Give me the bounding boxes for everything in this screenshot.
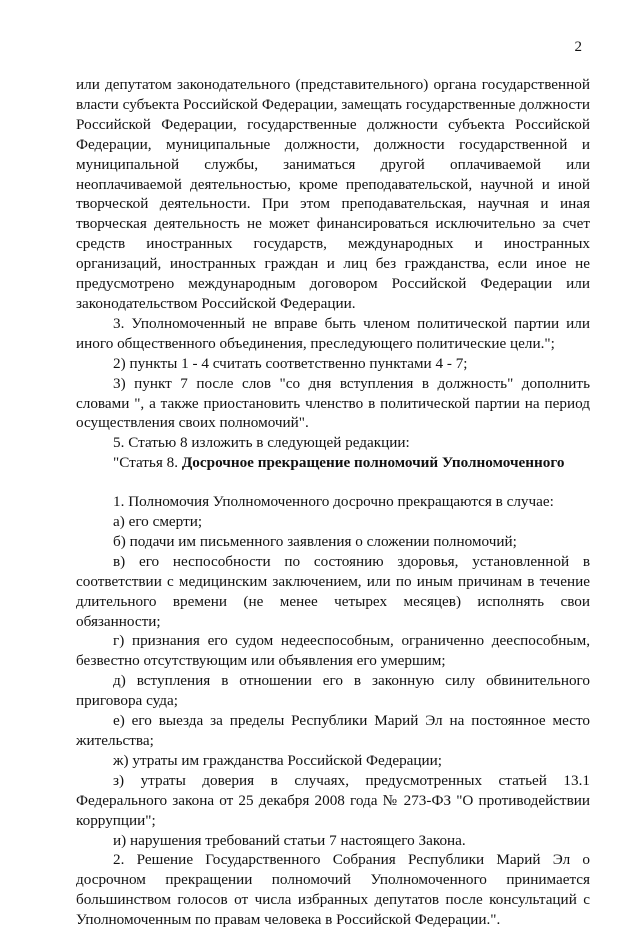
- paragraph-termination-cases: 1. Полномочия Уполномоченного досрочно прекращаются в случае:: [113, 493, 554, 511]
- list-item-z: з) утраты доверия в случаях, предусмотренных статьей 13.1 Федерального закона от 25 декабря 2008 года № 273-ФЗ "О противодействии коррупции";: [76, 771, 590, 829]
- list-item-e: е) его выезда за пределы Республики Марий Эл на постоянное место жительства;: [76, 712, 590, 749]
- article-8-prefix: "Статья 8.: [113, 454, 182, 472]
- article-8-heading: [76, 453, 590, 473]
- article-8-title: Досрочное прекращение полномочий Уполномоченного: [181, 454, 565, 472]
- page-number: 2: [574, 39, 582, 55]
- list-item-d: д) вступления в отношении его в законную силу обвинительного приговора суда;: [76, 672, 590, 710]
- list-item-a: а) его смерти;: [113, 513, 203, 531]
- paragraph-item-3: 3. Уполномоченный не вправе быть членом политической партии или иного общественного объединения, преследующего политические цели.";: [76, 314, 590, 352]
- paragraph-renumber: 2) пункты 1 - 4 считать соответственно пунктами 4 - 7;: [113, 354, 468, 372]
- list-item-v: в) его неспособности по состоянию здоровья, установленной в соответствии с медицинским заключением, или по иным причинам в течение длительного времени (не менее четырех месяцев) исполнять свои обязанности;: [76, 552, 590, 630]
- list-item-g: г) признания его судом недееспособным, ограниченно дееспособным, безвестно отсутствующим или объявления его умершим;: [76, 632, 590, 670]
- paragraph-amend-point-7: 3) пункт 7 после слов "со дня вступления в должность" дополнить словами ", а также приостановить членство в политической партии на период осуществления своих полномочий".: [76, 374, 590, 432]
- paragraph-decision: 2. Решение Государственного Собрания Республики Марий Эл о досрочном прекращении полномочий Уполномоченного принимается большинством голосов от числа избранных депутатов после консультаций с Уполномоченным по правам человека в Российской Федерации.".: [76, 851, 590, 929]
- document-body: [76, 75, 590, 930]
- paragraph-article-8-intro: 5. Статью 8 изложить в следующей редакции:: [113, 434, 410, 452]
- list-item-i: и) нарушения требований статьи 7 настоящего Закона.: [113, 831, 466, 849]
- list-item-b: б) подачи им письменного заявления о сложении полномочий;: [113, 532, 517, 550]
- list-item-zh: ж) утраты им гражданства Российской Федерации;: [113, 751, 443, 769]
- paragraph-continuation: или депутатом законодательного (представительного) органа государственной власти субъекта Российской Федерации, замещать государственные должности Российской Федерации, государственные должности субъекта Российской Федерации, муниципальные должности, должности государственной и муниципальной службы, заниматься другой оплачиваемой или неоплачиваемой деятельностью, кроме преподавательской, научной и иной творческой деятельности. При этом преподавательская, научная и иная творческая деятельность не может финансироваться исключительно за счет средств иностранных государств, международных и иностранных организаций, иностранных граждан и лиц без гражданства, если иное не предусмотрено международным договором Российской Федерации или законодательством Российской Федерации.: [76, 76, 590, 312]
